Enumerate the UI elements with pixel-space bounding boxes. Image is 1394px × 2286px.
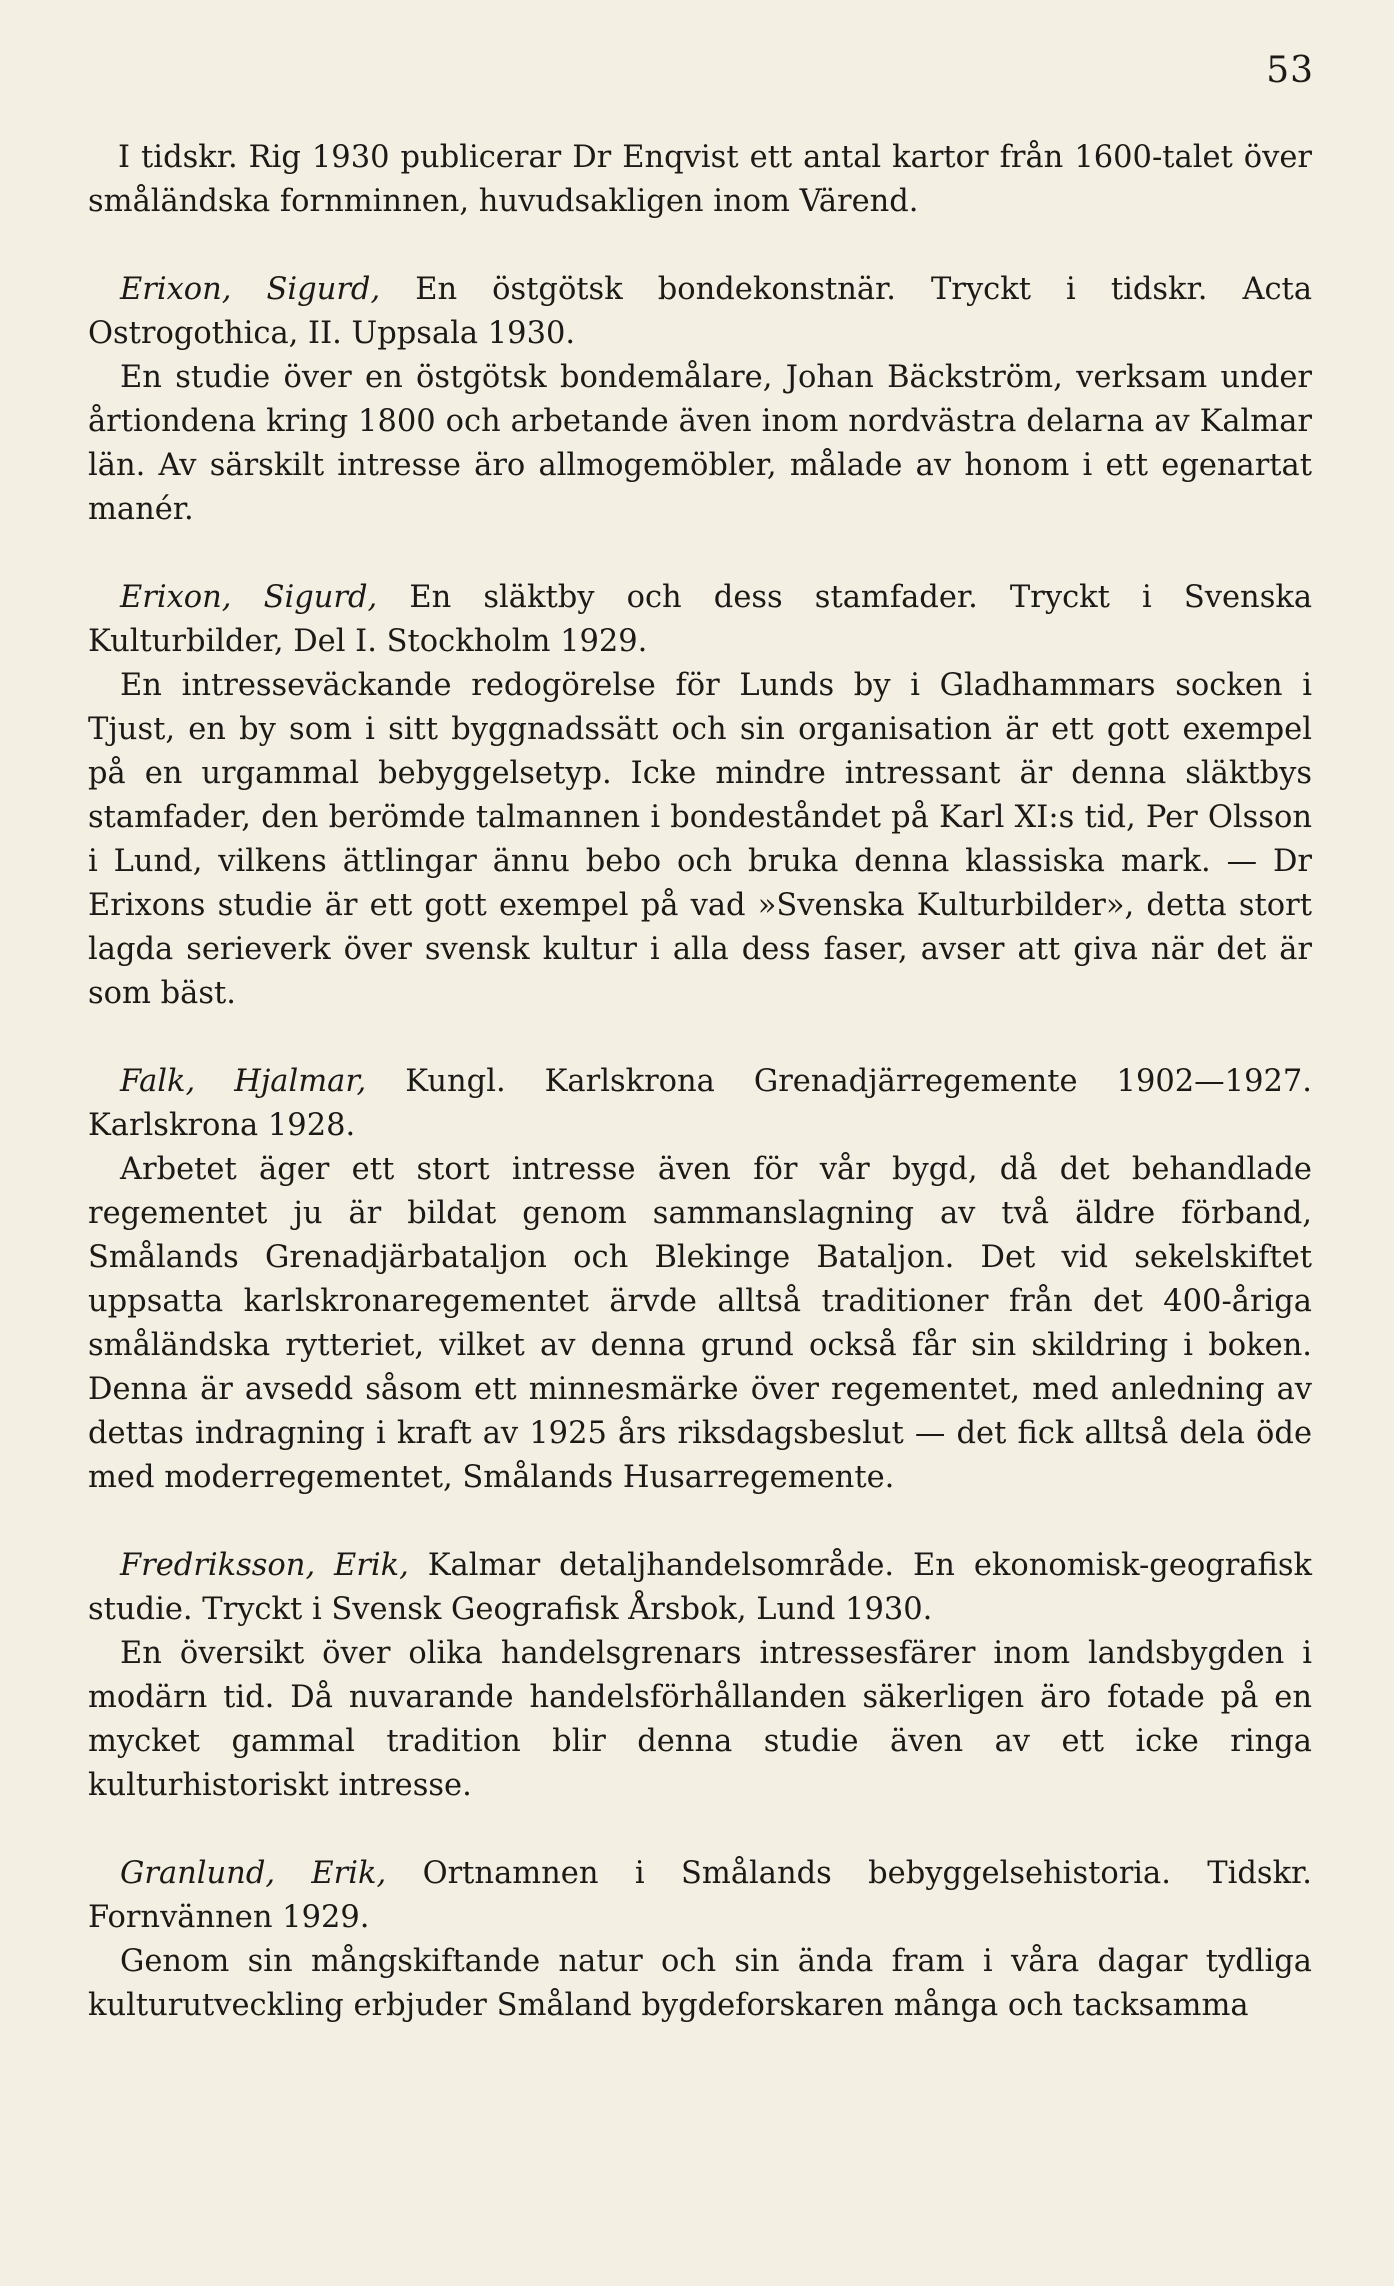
entry-author: Falk, Hjalmar, [120, 1064, 367, 1099]
entry-title: En släktby och dess stamfader. Tryckt i Svenska Kulturbilder, Del I. Stockholm 1929. [88, 580, 1313, 659]
entry-annotation: En studie över en östgötsk bondemålare, Johan Bäckström, verksam under årtiondena kring 1800 och arbetande även inom nordvästra delarna av Kalmar län. Av särskilt intresse äro allmogemöbler, målade av honom i ett egenartat manér. [88, 360, 1312, 527]
bibliography-entry [88, 1852, 1312, 2028]
entry-title: Kungl. Karlskrona Grenadjärregemente 1902—1927. Karlskrona 1928. [88, 1064, 1312, 1143]
page-body [88, 136, 1312, 2028]
entry-author: Erixon, Sigurd, [120, 272, 381, 307]
intro-paragraph: I tidskr. Rig 1930 publicerar Dr Enqvist ett antal kartor från 1600-talet över småländska fornminnen, huvudsakligen inom Värend. [88, 140, 1312, 219]
entry-title: En östgötsk bondekonstnär. Tryckt i tidskr. Acta Ostrogothica, II. Uppsala 1930. [88, 272, 1313, 351]
entry-citation [88, 268, 1312, 356]
entry-citation [88, 1852, 1312, 1940]
entry-annotation: Arbetet äger ett stort intresse även för vår bygd, då det behandlade regementet ju är bildat genom sammanslagning av två äldre förband, Smålands Grenadjärbataljon och Blekinge Bataljon. Det vid sekelskiftet uppsatta karlskronaregementet ärvde alltså traditioner från det 400-åriga småländska rytteriet, vilket av denna grund också får sin skildring i boken. Denna är avsedd såsom ett minnesmärke över regementet, med anledning av dettas indragning i kraft av 1925 års riksdagsbeslut — det fick alltså dela öde med moderregementet, Smålands Husarregemente. [88, 1152, 1312, 1495]
bibliography-entry [88, 268, 1312, 532]
entry-author: Fredriksson, Erik, [120, 1548, 409, 1583]
entry-citation [88, 1060, 1312, 1148]
entry-title: Kalmar detaljhandelsområde. En ekonomisk-geografisk studie. Tryckt i Svensk Geografisk Årsbok, Lund 1930. [88, 1548, 1313, 1627]
entry-annotation: Genom sin mångskiftande natur och sin ända fram i våra dagar tydliga kulturutveckling erbjuder Småland bygdeforskaren många och tacksamma [88, 1944, 1312, 2023]
entry-citation [88, 1544, 1312, 1632]
entry-title: Ortnamnen i Smålands bebyggelsehistoria. Tidskr. Fornvännen 1929. [88, 1856, 1312, 1935]
page-number: 53 [1266, 50, 1314, 91]
bibliography-entry [88, 576, 1312, 1016]
bibliography-entry [88, 1544, 1312, 1808]
entry-annotation: En intresseväckande redogörelse för Lunds by i Gladhammars socken i Tjust, en by som i sitt byggnadssätt och sin organisation är ett gott exempel på en urgammal bebyggelsetyp. Icke mindre intressant är denna släktbys stamfader, den berömde talmannen i bondeståndet på Karl XI:s tid, Per Olsson i Lund, vilkens ättlingar ännu bebo och bruka denna klassiska mark. — Dr Erixons studie är ett gott exempel på vad »Svenska Kulturbilder», detta stort lagda serieverk över svensk kultur i alla dess faser, avser att giva när det är som bäst. [88, 668, 1312, 1011]
bibliography-entry [88, 1060, 1312, 1500]
entry-author: Erixon, Sigurd, [120, 580, 378, 615]
entry-annotation: En översikt över olika handelsgrenars intressesfärer inom landsbygden i modärn tid. Då nuvarande handelsförhållanden säkerligen äro fotade på en mycket gammal tradition blir denna studie även av ett icke ringa kulturhistoriskt intresse. [88, 1636, 1312, 1803]
entry-author: Granlund, Erik, [120, 1856, 387, 1891]
entry-citation [88, 576, 1312, 664]
